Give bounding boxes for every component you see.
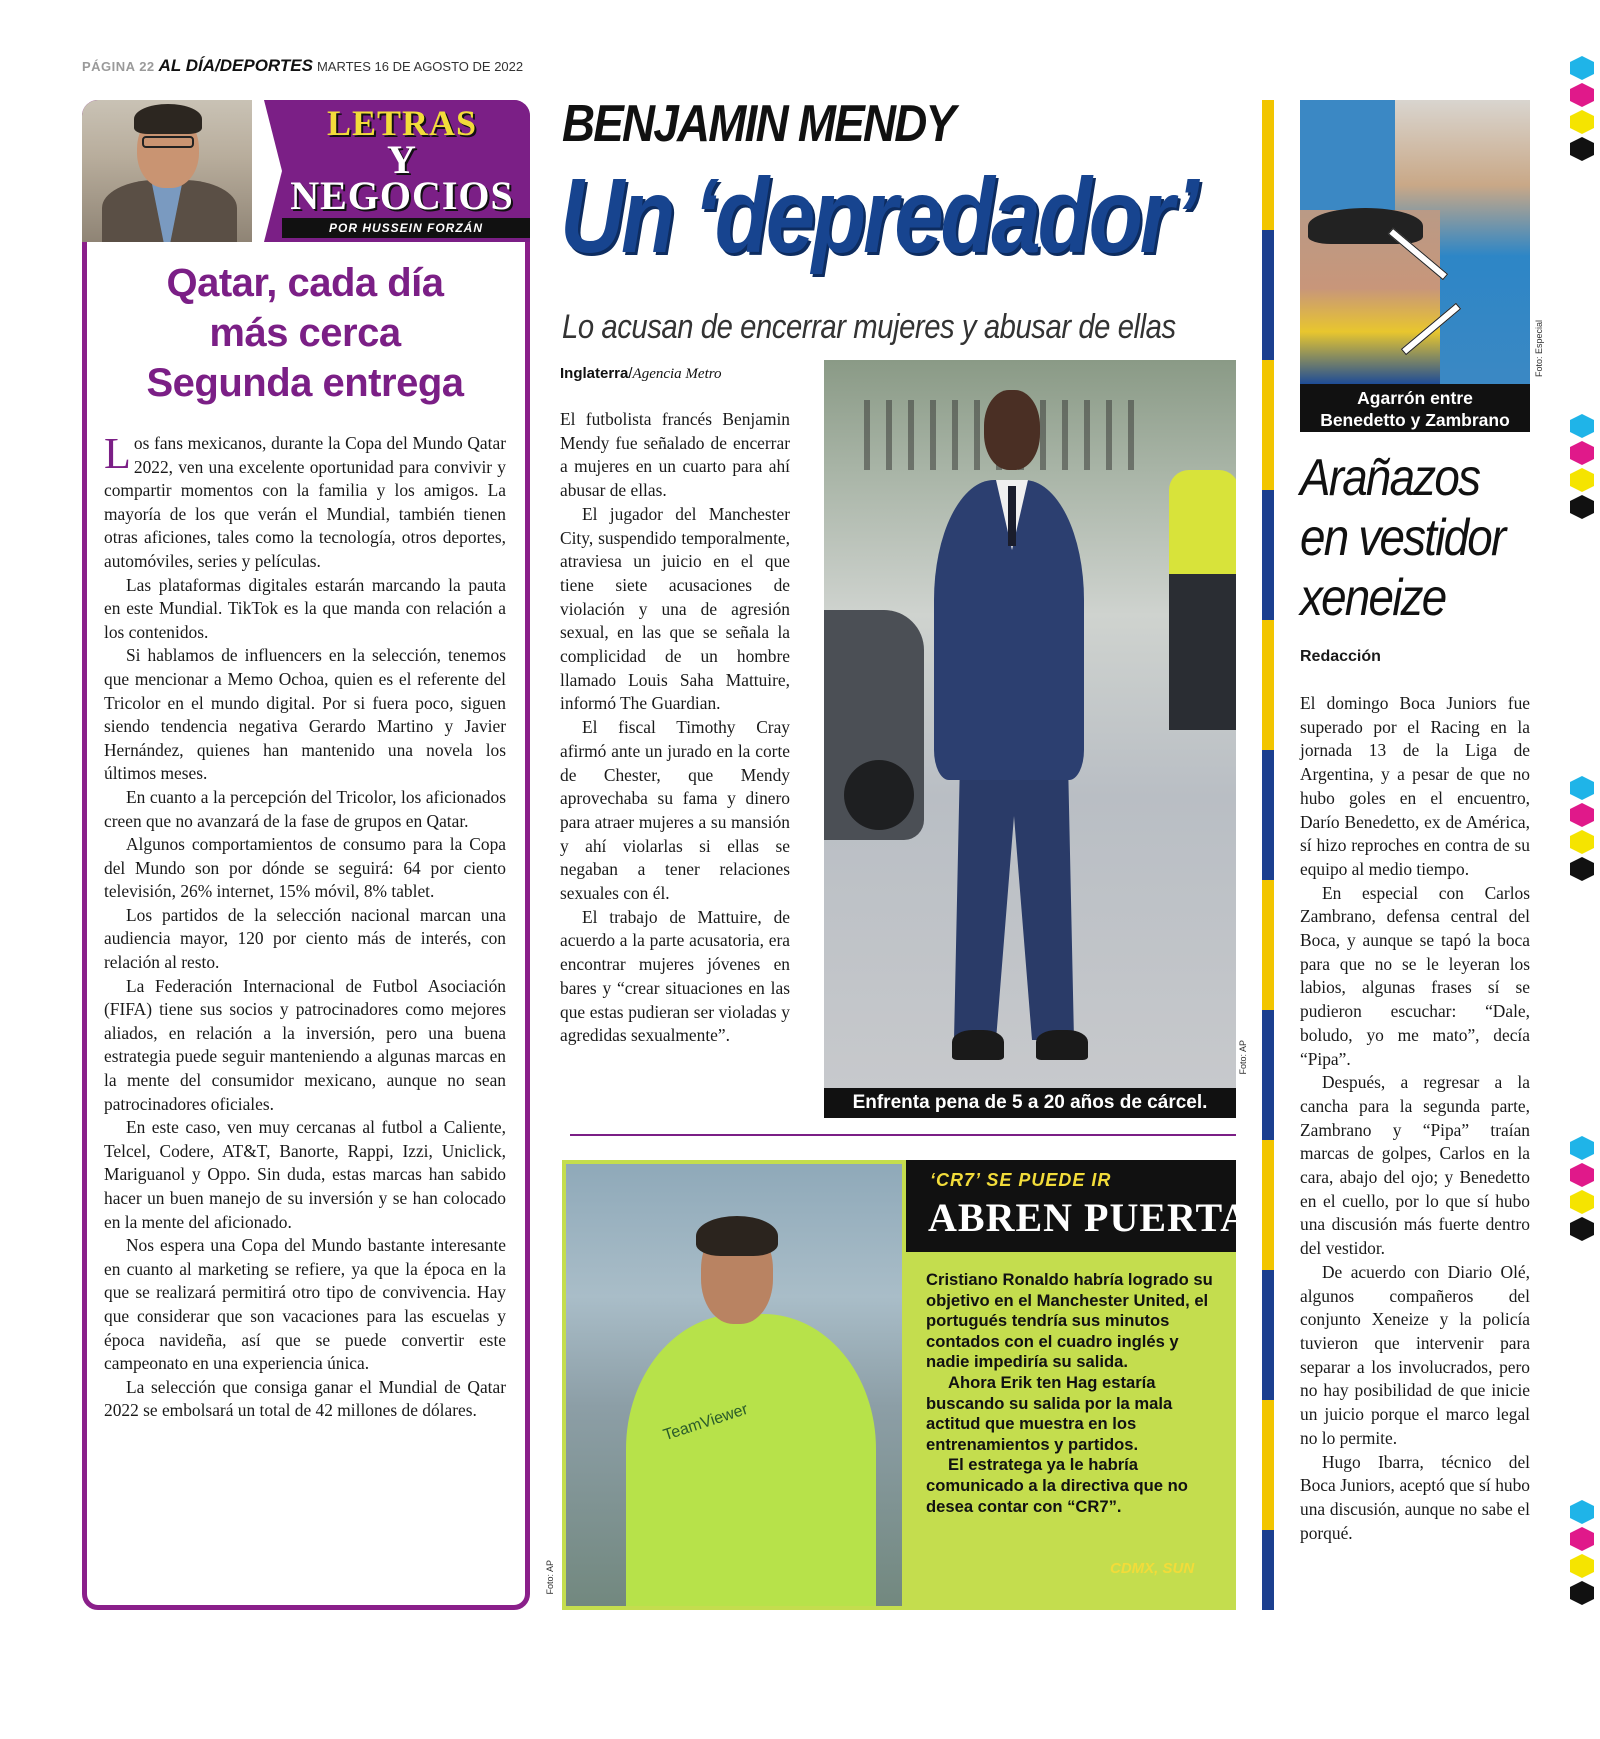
shirt-sponsor: TeamViewer [661, 1400, 751, 1445]
cr7-paragraph: Cristiano Ronaldo habría logrado su objetivo en el Manchester United, el portugués tendría sus minutos contados con el cuadro inglés y nadie impediría su salida. [926, 1270, 1213, 1372]
column-paragraph: Los partidos de la selección nacional marcan una audiencia mayor, 120 por ciento más de interés, con relación al resto. [104, 904, 506, 973]
column-paragraph: La selección que consiga ganar el Mundial de Qatar 2022 se embolsará un total de 42 millones de dólares. [104, 1376, 506, 1421]
mendy-paragraph: El fiscal Timothy Cray afirmó ante un jurado en la corte de Chester, que Mendy aprovechaba su fama y dinero para atraer mujeres a su mansión y ahí violarlas si ellas se negaban a tener relaciones sexuales con él. [560, 717, 790, 904]
dateline-place: Inglaterra [560, 365, 629, 382]
mendy-paragraph: El jugador del Manchester City, suspendido temporalmente, atraviesa un juicio en el que tiene siete acusaciones de violación y una de agresión sexual, en las que se señala la complicidad de un hombre llamado Louis Saha Mattuire, informó The Guardian. [560, 503, 790, 714]
author-photo [82, 100, 252, 242]
column-body [104, 429, 506, 1423]
cr7-photo-credit: Foto: AP [545, 1560, 555, 1595]
column-name-line1: LETRAS [326, 103, 478, 143]
boca-paragraph: Hugo Ibarra, técnico del Boca Juniors, aceptó que sí hubo una discusión, aunque no sabe el porqué. [1300, 1451, 1530, 1543]
mendy-body [560, 408, 790, 1048]
column-banner [82, 100, 530, 242]
column-paragraph: En este caso, ven muy cercanas al futbol a Caliente, Telcel, Codere, AT&T, Banorte, Rappi, Izzi, Uniclick, Mariguanol y Oppo. Sin duda, estas marcas han sabido hacer un buen manejo de su inversión y se han colocado en la mente del aficionado. [104, 1117, 506, 1232]
mendy-caption: Enfrenta pena de 5 a 20 años de cárcel. [824, 1088, 1236, 1118]
agency-name: Agencia Metro [632, 366, 722, 382]
registration-marks [1570, 1500, 1600, 1608]
dropcap: L [104, 429, 131, 478]
boca-caption-line2: Benedetto y Zambrano [1320, 410, 1510, 430]
boca-headline-line3: xeneize [1300, 569, 1446, 627]
divider [570, 1134, 1236, 1136]
column-paragraph: Las plataformas digitales estarán marcando la pauta en este Mundial. TikTok es la que manda con relación a los contenidos. [104, 574, 506, 642]
boca-headline [1300, 448, 1529, 628]
column-paragraph: Nos espera una Copa del Mundo bastante interesante en cuanto al marketing se refiere, ya que la época en la que se realizará permitirá otro tipo de convivencia. Hay que considerar que son vacaciones para las escuelas y época navideña, así que se puede convertir este campeonato en una experiencia única. [104, 1235, 506, 1374]
mendy-photo [824, 360, 1236, 1088]
issue-date: MARTES 16 DE AGOSTO DE 2022 [316, 59, 524, 74]
cr7-kicker: ‘CR7’ SE PUEDE IR [930, 1170, 1112, 1190]
column-title-line3: Segunda entrega [146, 361, 464, 405]
cr7-credit: CDMX, SUN [1110, 1560, 1195, 1577]
cr7-paragraph: Ahora Erik ten Hag estaría buscando su salida por la mala actitud que muestra en los entrenamientos y partidos. [926, 1372, 1173, 1454]
mendy-dateline: Inglaterra/Agencia Metro [560, 365, 722, 382]
mendy-headline: Un ‘depredador’ [560, 157, 1196, 275]
registration-marks [1570, 56, 1600, 164]
page-number: PÁGINA 22 [82, 59, 155, 74]
column-title-line1: Qatar, cada día [166, 261, 444, 305]
registration-marks [1570, 1136, 1600, 1244]
boca-body [1300, 692, 1530, 1545]
registration-marks [1570, 414, 1600, 522]
boca-photo [1300, 100, 1530, 384]
column-name-y: Y [387, 137, 417, 182]
boca-byline: Redacción [1300, 648, 1381, 665]
boca-headline-line1: Arañazos [1300, 449, 1480, 507]
mendy-subhead: Lo acusan de encerrar mujeres y abusar de ellas [562, 308, 1176, 346]
column-title-line2: más cerca [209, 311, 401, 355]
column-paragraph: Si hablamos de influencers en la selección, tenemos que mencionar a Memo Ochoa, quien es el referente del Tricolor en el mundo digital. Por si fuera poco, siguen siendo tendencia negativa Gerardo Martino y Javier Hernández, quienes han mantenido una novela los últimos meses. [104, 645, 506, 784]
column-paragraph: La Federación Internacional de Futbol Asociación (FIFA) tiene sus socios y patrocinadores como mejores aliados, en relación a la inversión, pero una buena estrategia puede seguir manteniendo a algunas marcas en la mente del consumidor mexicano, aunque no sean patrocinadores oficiales. [104, 975, 506, 1114]
cr7-body [926, 1270, 1216, 1517]
boca-paragraph: De acuerdo con Diario Olé, algunos compañeros del conjunto Xeneize y la policía tuvieron que intervenir para separar a los involucrados, pero no hay posibilidad de que inicie un juicio porque el marco legal no lo permite. [1300, 1261, 1530, 1448]
registration-marks [1570, 776, 1600, 884]
boca-paragraph: Después, a regresar a la cancha para la segunda parte, Zambrano y “Pipa” traían marcas de golpes, Carlos en la cara, abajo del ojo; y Benedetto en el cuello, por lo que sí hubo una discusión más fuerte dentro del vestidor. [1300, 1072, 1530, 1259]
boca-caption [1300, 384, 1530, 432]
cr7-photo [566, 1164, 902, 1606]
column-name-negocios: NEGOCIOS [290, 173, 514, 218]
mendy-kicker: BENJAMIN MENDY [562, 95, 955, 153]
mendy-paragraph: El futbolista francés Benjamin Mendy fue señalado de encerrar a mujeres en un cuarto para ahí abusar de ellas. [560, 409, 790, 501]
boca-paragraph: En especial con Carlos Zambrano, defensa central del Boca, y aunque se tapó la boca para que no se le leyeran los labios, algunas frases sí se pudieron escuchar: “Dale, boludo, yo me mato”, decía “Pipa”. [1300, 882, 1530, 1069]
boca-paragraph: El domingo Boca Juniors fue superado por el Racing en la jornada 13 de la Liga de Argentina, y a pesar de que no hubo goles en el encuentro, Darío Benedetto, ex de América, sí hizo reproches en contra de su equipo al medio tiempo. [1300, 693, 1530, 879]
mendy-photo-credit: Foto: AP [1238, 1040, 1248, 1075]
page-header [82, 56, 523, 78]
column-name-line2 [272, 137, 530, 218]
column-byline: POR HUSSEIN FORZÁN [282, 218, 530, 238]
column-title [100, 258, 510, 408]
boca-caption-line1: Agarrón entre [1357, 388, 1473, 408]
section-name: AL DÍA/DEPORTES [158, 56, 313, 75]
column-paragraph: Algunos comportamientos de consumo para la Copa del Mundo son por dónde se seguirá: 64 por ciento televisión, 26% internet, 15% móvil, 8% tablet. [104, 834, 506, 902]
mendy-paragraph: El trabajo de Mattuire, de acuerdo a la parte acusatoria, era encontrar mujeres jóvenes en bares y “crear situaciones en las que estas pudieran ser violadas y agredidas sexualmente”. [560, 906, 790, 1046]
boca-photo-credit: Foto: Especial [1534, 320, 1544, 378]
boca-headline-line2: en vestidor [1300, 509, 1505, 567]
column-stripe [1262, 100, 1274, 1610]
cr7-title: ABREN PUERTA [928, 1195, 1251, 1240]
column-paragraph: Los fans mexicanos, durante la Copa del Mundo Qatar 2022, ven una excelente oportunidad para convivir y compartir momentos con la familia y los amigos. La mayoría de los que verán el Mundial, también tienen otras aficiones, tales como la tecnología, otros deportes, automóviles, series y películas. [104, 429, 506, 571]
column-paragraph: En cuanto a la percepción del Tricolor, los aficionados creen que no avanzará de la fase de grupos en Qatar. [104, 786, 506, 831]
cr7-paragraph: El estratega ya le habría comunicado a la directiva que no desea contar con “CR7”. [926, 1455, 1188, 1516]
